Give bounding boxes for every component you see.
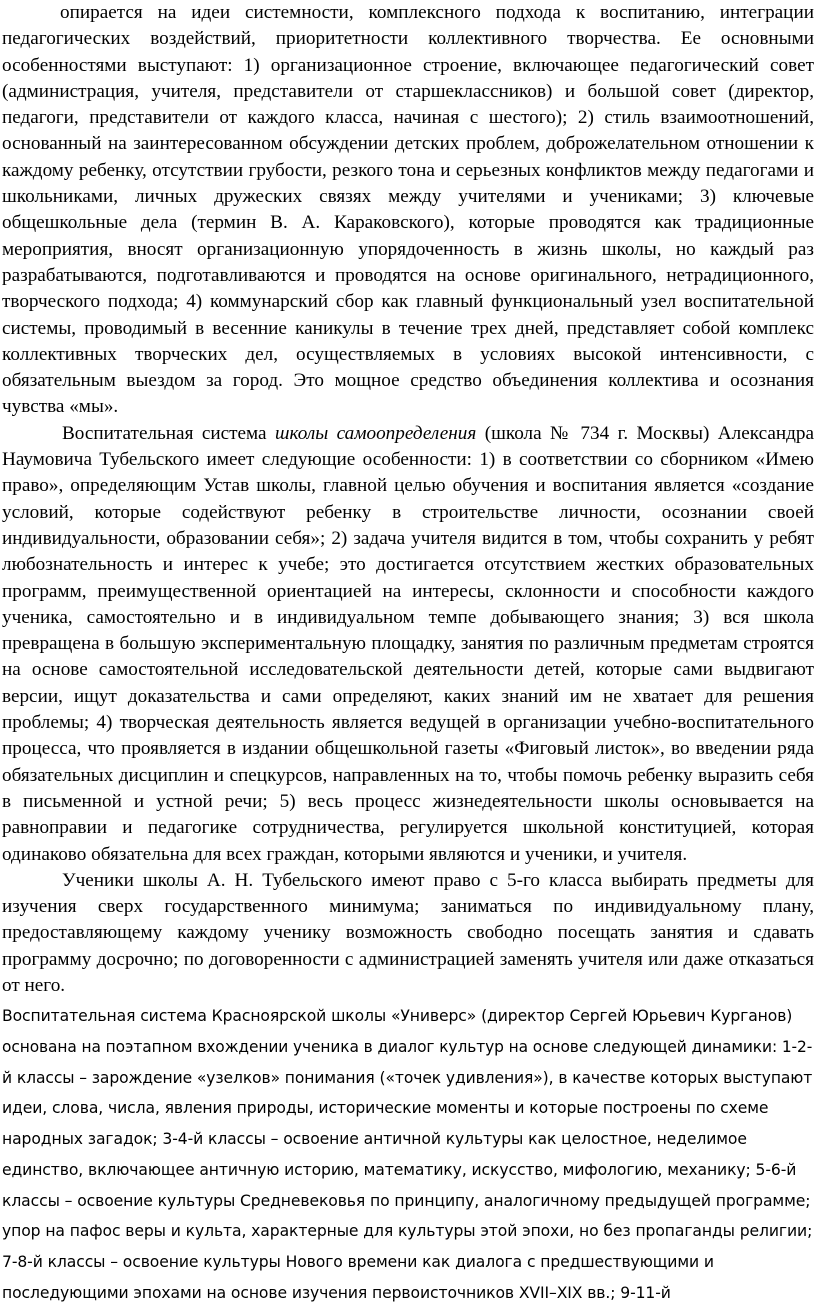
text-line: упор на пафос веры и культа, характерные для культуры этой эпохи, но без пропаганды религии; bbox=[2, 1222, 813, 1241]
text-line: основана на поэтапном вхождении ученика в диалог культур на основе следующей динамики: 1-2- bbox=[2, 1037, 813, 1056]
paragraph-system-features: опирается на идеи системности, комплексного подхода к воспитанию, интеграции педагогических воздействий, приоритетности коллективного творчества. Ее основными особенностями выступают: 1) организационное строение, включающее педагогический совет (администрация, учителя, представители от старшеклассников) и большой совет (директор, педагоги, представители от каждого класса, начиная с шестого); 2) стиль взаимоотношений, основанный на заинтересованном обсуждении детских проблем, доброжелательном отношении к каждому ребенку, отсутствии грубости, резкого тона и серьезных конфликтов между педагогами и школьниками, личных дружеских связях между учителями и учениками; 3) ключевые общешкольные дела (термин В. А. Караковского), которые проводятся как традиционные мероприятия, вносят организационную упорядоченность в жизнь школы, но каждый раз разрабатываются, подготавливаются и проводятся на основе оригинального, нетрадиционного, творческого подхода; 4) коммунарский сбор как главный функциональный узел воспитательной системы, проводимый в весенние каникулы в течение трех дней, представляет собой комплекс коллективных творческих дел, осуществляемых в условиях высокой интенсивности, с обязательным выездом за город. Это мощное средство объединения коллектива и осознания чувства «мы». bbox=[2, 2, 814, 418]
text-line: 7-8-й классы – освоение культуры Нового времени как диалога с предшествующими и bbox=[2, 1252, 714, 1271]
school-name-italic: школы самоопределения bbox=[274, 422, 477, 444]
text-line: единство, включающее античную историю, математику, искусство, мифологию, механику; 5-6-й bbox=[2, 1160, 797, 1179]
paragraph-body-text: (школа № 734 г. Москвы) Александра Наумовича Тубельского имеет следующие особенности: 1) в соответствии со сборником «Имею право», определяющим Устав школы, главной целью обучения и воспитания является «создание условий, которые содействуют ребенку в строительстве личности, осознании своей индивидуальности, образовании себя»; 2) задача учителя видится в том, чтобы сохранить у ребят любознательность и интерес к учебе; это достигается отсутствием жестких образовательных программ, преимущественной ориентацией на интересы, склонности и способности каждого ученика, самостоятельно и в индивидуальном темпе добывающего знания; 3) вся школа превращена в большую экспериментальную площадку, занятия по различным предметам строятся на основе самостоятельной исследовательской деятельности детей, которые сами выдвигают версии, ищут доказательства и сами определяют, каких знаний им не хватает для решения проблемы; 4) творческая деятельность является ведущей в организации учебно-воспитательного процесса, что проявляется в издании общешкольной газеты «Фиговый листок», во введении ряда обязательных дисциплин и спецкурсов, направленных на то, чтобы помочь ребенку выразить себя в письменной и устной речи; 5) весь процесс жизнедеятельности школы основывается на равноправии и педагогике сотрудничества, регулируется школьной конституцией, которая одинаково обязательна для всех граждан, которыми являются и ученики, и учителя. bbox=[2, 422, 814, 865]
sans-text-block bbox=[2, 999, 814, 1308]
serif-text-block bbox=[2, 0, 814, 999]
text-line: народных загадок; 3-4-й классы – освоение античной культуры как целостное, неделимое bbox=[2, 1130, 747, 1149]
text-line: классы – освоение культуры Средневековья по принципу, аналогичному предыдущей программе; bbox=[2, 1191, 811, 1210]
text-line: последующими эпохами на основе изучения первоисточников XVII–XIX вв.; 9-11-й bbox=[2, 1283, 671, 1302]
paragraph-student-rights: Ученики школы А. Н. Тубельского имеют право с 5-го класса выбирать предметы для изучения сверх государственного минимума; заниматься по индивидуальному плану, предоставляющему каждому ученику возможность свободно посещать занятия и сдавать программу досрочно; по договоренности с администрацией заменять учителя или даже отказаться от него. bbox=[2, 869, 814, 996]
text-line: Воспитательная система Красноярской школы «Универс» (директор Сергей Юрьевич Курганов) bbox=[2, 1007, 793, 1026]
paragraph-lead-text: Воспитательная система bbox=[62, 422, 275, 444]
text-line: идеи, слова, числа, явления природы, исторические моменты и которые построены по схеме bbox=[2, 1099, 769, 1118]
paragraph-self-determination-school bbox=[2, 421, 814, 868]
text-line: й классы – зарождение «узелков» понимания («точек удивления»), в качестве которых выступают bbox=[2, 1068, 813, 1087]
